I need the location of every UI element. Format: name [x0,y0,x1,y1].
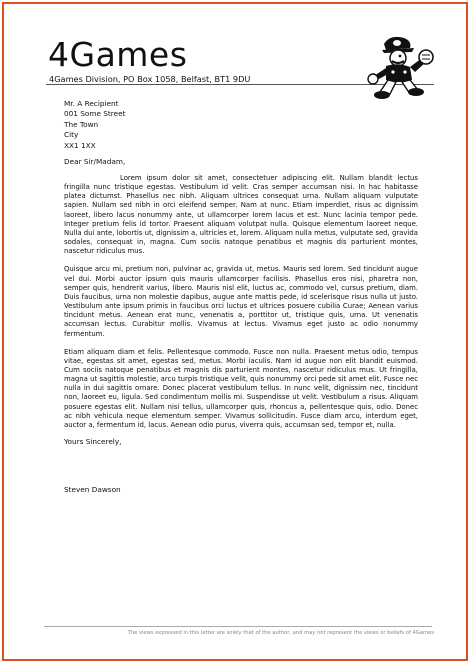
page-frame [2,2,468,661]
recipient-line: 001 Some Street [64,109,126,119]
recipient-address [64,99,125,151]
recipient-line: The Town [64,119,99,129]
body-paragraph: Lorem ipsum dolor sit amet, consectetuer adipiscing elit. Nullam blandit lectus fringilla nunc tristique egestas. Vestibulum id velit. Cras semper accumsan nisi. In hac habitasse platea dictumst. Phasellus nec nibh. Aliquam ultrices consequat urna. Nullam aliquam vulputate sapien. Nullam sed nibh in orci eleifend semper. Nam at nunc. Etiam imperdiet, risus ac dignissim laoreet, libero lacus nonummy ante, ut ullamcorper lorem lacus et est. Nunc lacinia tempor pede. Integer pretium felis id tortor. Praesent aliquam volutpat nulla. Quisque elementum laoreet neque. Nulla dui ante, lobortis ut, dignissim a, ultricies et, lorem. Aliquam nulla metus, vulputate sed, gravida sodales, consequat in, magna. Cum sociis natoque penatibus et magnis dis parturient montes, nascetur ridiculus mus. [64,174,418,256]
letter-body [64,174,418,439]
recipient-line: City [64,130,79,140]
footer-divider [44,626,432,627]
body-paragraph: Quisque arcu mi, pretium non, pulvinar ac, gravida ut, metus. Mauris sed lorem. Sed tincidunt augue vel dui. Morbi auctor ipsum quis mauris ullamcorper facilisis. Phasellus eros nisi, pharetra non, semper quis, hendrerit varius, libero. Mauris nisl elit, luctus ac, commodo vel, cursus pretium, diam. Duis faucibus, urna non molestie dapibus, augue ante mattis pede, id scelerisque risus nulla ut justo. Vestibulum ante ipsum primis in faucibus orci luctus et ultrices posuere cubilia Curae; Aenean varius tincidunt metus. Aenean erat nunc, venenatis a, porttitor ut, tristique quis, urna. Ut venenatis accumsan lectus. Curabitur mollis. Vivamus at lectus. Vivamus eget justo ac odio nonummy fermentum. [64,265,418,338]
recipient-line: XX1 1XX [64,140,96,150]
signature-name: Steven Dawson [64,485,121,494]
salutation: Dear Sir/Madam, [64,157,126,166]
recipient-line: Mr. A Recipient [64,99,119,108]
company-address: 4Games Division, PO Box 1058, Belfast, BT1 9DU [49,74,251,84]
letter-page [4,4,474,667]
footer-disclaimer: The views expressed in this letter are solely that of the author, and may not represent the views or beliefs of 4Games [127,630,434,636]
company-name: 4Games [48,35,188,74]
plumber-mascot-icon [360,34,436,102]
body-paragraph: Etiam aliquam diam et felis. Pellentesque commodo. Fusce non nulla. Praesent metus odio, tempus vitae, egestas sit amet, egestas sed, metus. Morbi iaculis. Nam id augue non elit blandit euismod. Cum sociis natoque penatibus et magnis dis parturient montes, nascetur ridiculus mus. Ut fringilla, magna ut sagittis molestie, arcu turpis tristique velit, quis nonummy orci pede sit amet elit. Fusce nec nulla in dui sagittis ornare. Donec placerat vestibulum tellus. In nunc velit, dignissim nec, tincidunt non, laoreet eu, ligula. Sed condimentum mollis mi. Suspendisse ut velit. Vestibulum a risus. Aliquam posuere egestas elit. Nullam nisi tellus, ullamcorper quis, rhoncus a, pellentesque quis, odio. Donec ac nibh vehicula neque elementum semper. Vivamus sollicitudin. Fusce diam arcu, interdum eget, auctor a, fermentum id, lacus. Aenean odio purus, viverra quis, accumsan sed, tempor et, nulla. [64,347,418,429]
closing: Yours Sincerely, [64,437,122,446]
